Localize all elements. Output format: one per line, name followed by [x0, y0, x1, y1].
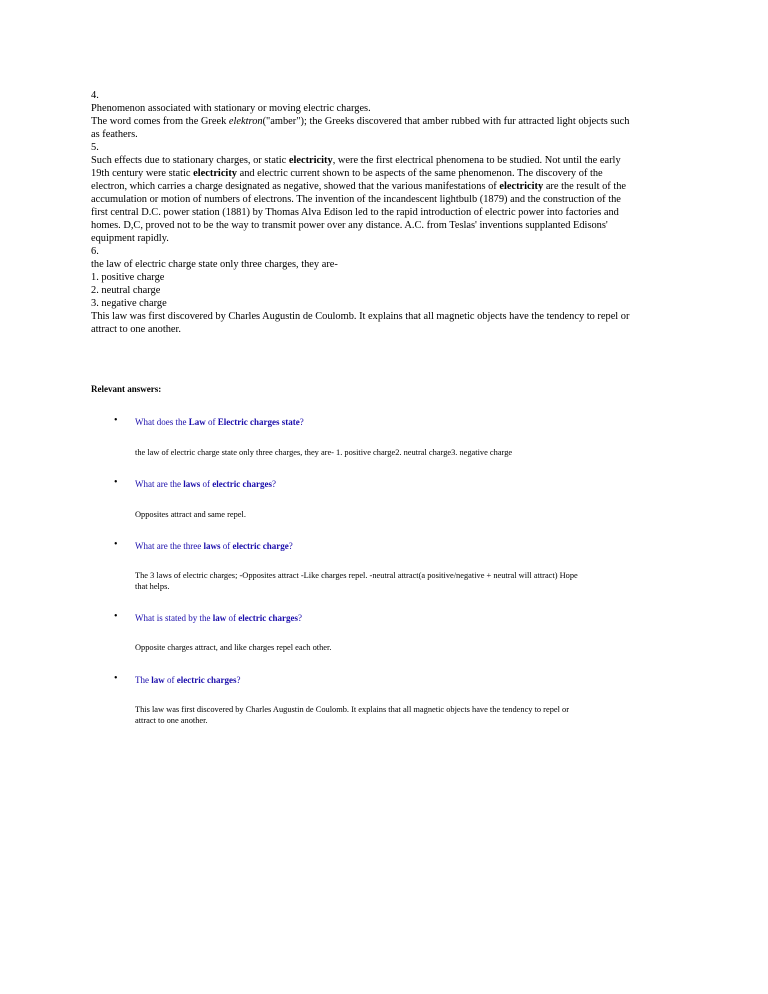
question-text: ? [271, 479, 276, 489]
phenomenon-line: Phenomenon associated with stationary or moving electric charges. [91, 103, 371, 114]
p5-l2-text-b: and electric current shown to be aspects of the same phenomenon. The discovery of the [236, 168, 603, 179]
question-keyword: electric charge [232, 541, 289, 551]
question-text: of [205, 417, 218, 427]
answer-line: attract to one another. [135, 716, 208, 725]
p5-l3-text-b: are the result of the [543, 181, 627, 192]
question-link[interactable] [135, 674, 240, 686]
electricity-bold: electricity [193, 168, 237, 179]
paragraph-6-intro: the law of electric charge state only three charges, they are- [91, 259, 338, 270]
question-link[interactable] [135, 540, 293, 552]
bullet-icon: • [114, 611, 118, 622]
answer-line: the law of electric charge state only three charges, they are- 1. positive charge2. neutral charge3. negative charge [135, 448, 513, 457]
question-text: of [226, 613, 239, 623]
question-keyword: electric charges [212, 479, 272, 489]
answer-text [135, 642, 675, 653]
question-text: ? [299, 417, 304, 427]
p5-l2-text-a: 19th century were static [91, 168, 194, 179]
bullet-icon: • [114, 539, 118, 550]
question-text: What does the [135, 417, 189, 427]
question-text: ? [236, 675, 241, 685]
document-body [91, 89, 691, 336]
p5-l3-text-a: electron, which carries a charge designated as negative, showed that the various manifestations of [91, 181, 500, 192]
answer-line: Opposite charges attract, and like charges repel each other. [135, 643, 332, 652]
electricity-bold: electricity [288, 155, 333, 166]
question-keyword: laws [203, 541, 221, 551]
p5-l1-text-b: , were the first electrical phenomena to be studied. Not until the early [332, 155, 621, 166]
question-keyword: electric charges [238, 613, 298, 623]
word-origin-line [91, 115, 691, 128]
question-keyword: Electric charges state [217, 417, 300, 427]
electricity-bold: electricity [499, 181, 544, 192]
elektron-italic: elektron [228, 116, 263, 127]
question-keyword: law [151, 675, 165, 685]
question-text: What are the three [135, 541, 204, 551]
word-origin-text-b: ("amber"); the Greeks discovered that amber rubbed with fur attracted light objects such [262, 116, 630, 127]
word-origin-text-a: The word comes from the Greek [91, 116, 229, 127]
section-number-5: 5. [91, 142, 99, 153]
paragraph-6-line-1: This law was first discovered by Charles Augustin de Coulomb. It explains that all magnetic objects have the tendency to repel or [91, 311, 630, 322]
answer-text [135, 570, 675, 592]
question-text: of [164, 675, 177, 685]
answer-line: Opposites attract and same repel. [135, 510, 246, 519]
paragraph-5-line-1 [91, 154, 691, 167]
charge-list-item-2: 2. neutral charge [91, 285, 161, 296]
answer-line: that helps. [135, 582, 170, 591]
answer-line: The 3 laws of electric charges; -Opposites attract -Like charges repel. -neutral attract(a positive/negative + neutral will attract) Hope [135, 571, 578, 580]
paragraph-6-line-2: attract to one another. [91, 324, 182, 335]
question-link[interactable] [135, 478, 276, 490]
paragraph-5-line-2 [91, 167, 691, 180]
question-keyword: electric charges [176, 675, 237, 685]
paragraph-5-line-5: first central D.C. power station (1881) by Thomas Alva Edison led to the rapid introduction of electric power into factories and [91, 207, 619, 218]
answer-text [135, 704, 675, 726]
bullet-icon: • [114, 415, 118, 426]
answer-text [135, 447, 675, 458]
paragraph-5-line-6: homes. D,C, proved not to be the way to transmit power over any distance. A.C. from Teslas' inventions supplanted Edisons' [91, 220, 608, 231]
charge-list-item-1: 1. positive charge [91, 272, 165, 283]
question-text: ? [297, 613, 302, 623]
section-number-6: 6. [91, 246, 99, 257]
bullet-icon: • [114, 673, 118, 684]
p5-l1-text-a: Such effects due to stationary charges, or static [91, 155, 289, 166]
question-link[interactable] [135, 612, 302, 624]
question-link[interactable] [135, 416, 304, 428]
question-text: The [135, 675, 152, 685]
charge-list-item-3: 3. negative charge [91, 298, 167, 309]
question-text: of [200, 479, 213, 489]
relevant-answers-heading: Relevant answers: [91, 384, 162, 394]
question-text: What is stated by the [135, 613, 213, 623]
question-keyword: law [212, 613, 227, 623]
question-keyword: laws [183, 479, 201, 489]
question-text: of [220, 541, 233, 551]
answer-text [135, 509, 675, 520]
bullet-icon: • [114, 477, 118, 488]
paragraph-5-line-7: equipment rapidly. [91, 233, 169, 244]
question-text: ? [288, 541, 293, 551]
answer-line: This law was first discovered by Charles Augustin de Coulomb. It explains that all magnetic objects have the tendency to repel or [135, 705, 569, 714]
feathers-line: as feathers. [91, 129, 138, 140]
paragraph-5-line-3 [91, 180, 691, 193]
question-keyword: Law [188, 417, 206, 427]
paragraph-5-line-4: accumulation or motion of numbers of electrons. The invention of the incandescent lightbulb (1879) and the construction of the [91, 194, 621, 205]
question-text: What are the [135, 479, 184, 489]
section-number-4: 4. [91, 90, 99, 101]
